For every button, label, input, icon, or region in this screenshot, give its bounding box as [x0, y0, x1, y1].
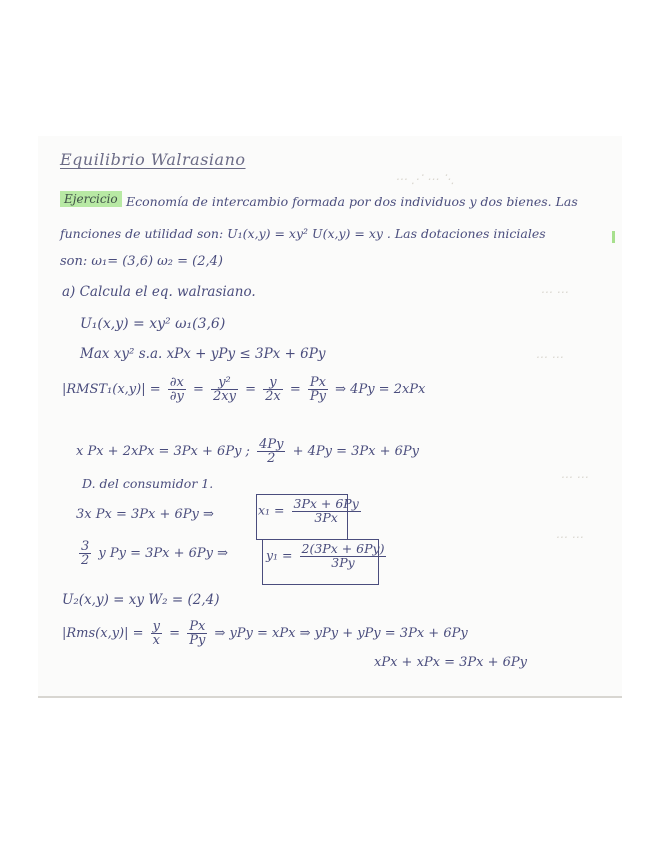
statement-line-1: Economía de intercambio formada por dos individuos y dos bienes. Las	[126, 194, 578, 209]
demand-heading: D. del consumidor 1.	[82, 476, 214, 491]
exercise-tag: Ejercicio	[60, 191, 122, 207]
bleed-through-text: ⋯ ⋯	[535, 350, 563, 364]
y1-result: y₁ = $\frac{2(3Px + 6Py)}{3Py}$	[266, 541, 385, 570]
page-title: Equilibrio Walrasiano	[60, 150, 246, 169]
x1-derivation: 3x Px = 3Px + 6Py ⇒	[76, 507, 214, 522]
highlight-mark	[612, 231, 615, 243]
bleed-through-text: ⋯ ⋰ ⋯ ⋱	[395, 172, 455, 186]
notebook-page	[38, 136, 622, 698]
x1-result: x₁ = $\frac{3Px + 6Py}{3Px}$	[258, 496, 359, 525]
utility-1: U₁(x,y) = xy² ω₁(3,6)	[80, 316, 226, 332]
budget-substitution: x Px + 2xPx = 3Px + 6Py ; $\frac{4Py}{2}$ + 4Py = 3Px + 6Py	[76, 437, 419, 466]
bleed-through-text: ⋯ ⋯	[555, 530, 583, 544]
rms-2-equation-line-2: xPx + xPx = 3Px + 6Py	[374, 655, 528, 670]
part-a-heading: a) Calcula el eq. walrasiano.	[62, 284, 256, 300]
utility-2: U₂(x,y) = xy W₂ = (2,4)	[62, 592, 220, 608]
rms-1-equation: |RMST₁(x,y)| = $\frac{\partial x}{\partial y}$ = $\frac{\text{y²}}{2xy}$ = $\frac{y}{2x}$ = $\frac{Px}{Py}$ ⇒ 4Py = 2xPx	[62, 375, 426, 404]
y1-derivation: $\frac{3}{2}$ y Py = 3Px + 6Py ⇒	[81, 539, 229, 568]
rms-2-equation: |Rms(x,y)| = $\frac{y}{x}$ = $\frac{Px}{Py}$ ⇒ yPy = xPx ⇒ yPy + yPy = 3Px + 6Py	[62, 619, 468, 648]
statement-line-2: funciones de utilidad son: U₁(x,y) = xy² U(x,y) = xy . Las dotaciones iniciales	[60, 226, 546, 241]
bleed-through-text: ⋯ ⋯	[560, 470, 588, 484]
max-problem: Max xy² s.a. xPx + yPy ≤ 3Px + 6Py	[80, 346, 326, 362]
statement-line-3: son: ω₁= (3,6) ω₂ = (2,4)	[60, 254, 223, 269]
bleed-through-text: ⋯ ⋯	[540, 285, 568, 299]
